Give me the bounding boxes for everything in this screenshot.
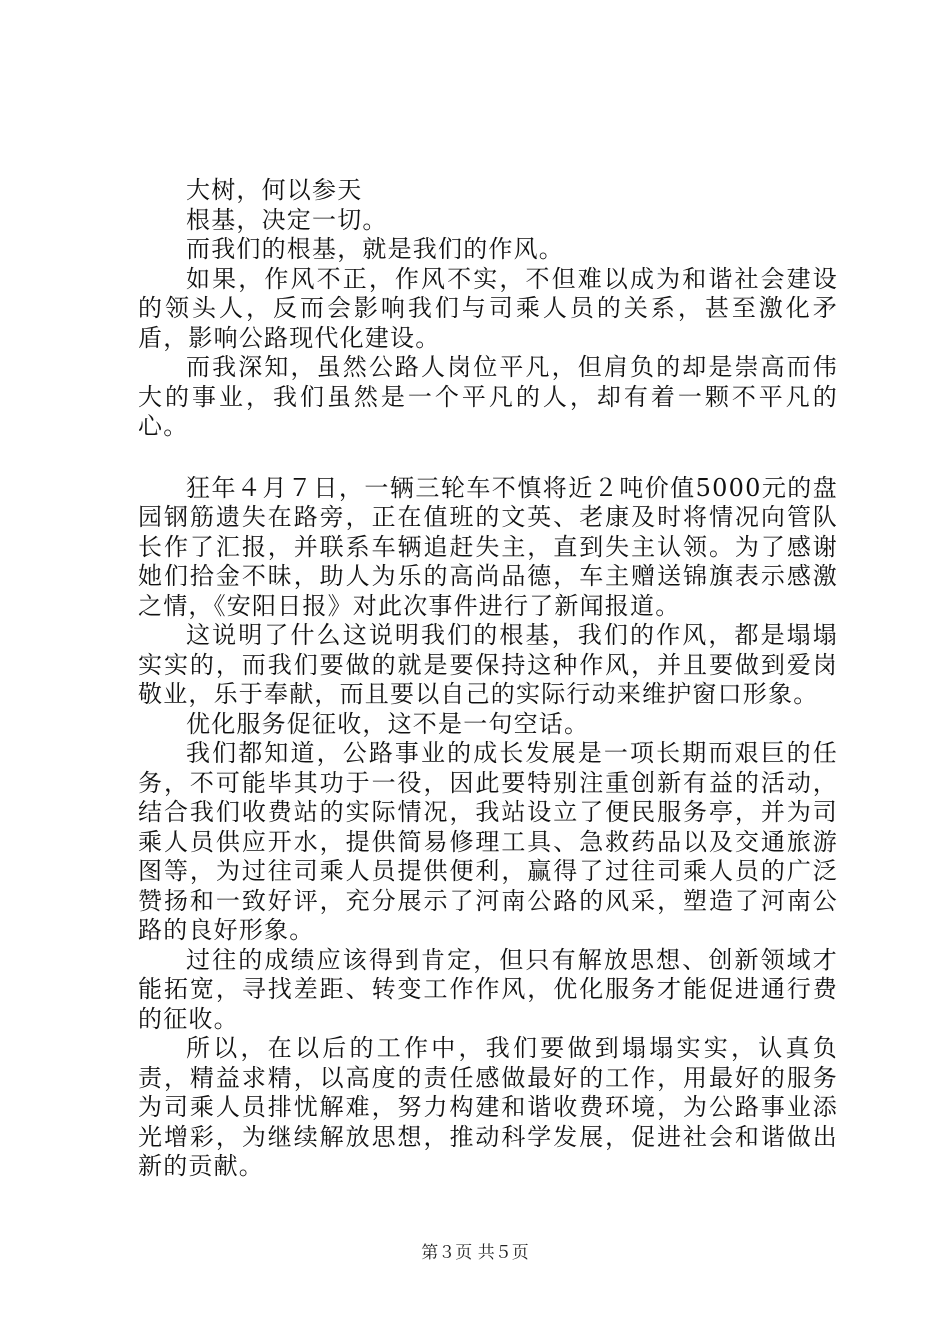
paragraph: 所以，在以后的工作中，我们要做到塌塌实实，认真负责，精益求精，以高度的责任感做最好的工作，用最好的服务为司乘人员排忧解难，努力构建和谐收费环境，为公路事业添光增彩，为继续解放思想，推动科学发展，促进社会和谐做出新的贡献。 [138, 1034, 838, 1180]
paragraph: 而我深知，虽然公路人岗位平凡，但肩负的却是崇高而伟大的事业，我们虽然是一个平凡的人，却有着一颗不平凡的心。 [138, 353, 838, 440]
document-body [138, 176, 838, 1182]
paragraph: 狂年４月７日，一辆三轮车不慎将近２吨价值5000元的盘园钢筋遗失在路旁，正在值班的文英、老康及时将情况向管队长作了汇报，并联系车辆追赶失主，直到失主认领。为了感谢她们拾金不昧，助人为乐的高尚品德，车主赠送锦旗表示感激之情，《安阳日报》对此次事件进行了新闻报道。 [138, 473, 838, 620]
paragraph: 根基，决定一切。 [186, 205, 388, 234]
paragraph: 我们都知道，公路事业的成长发展是一项长期而艰巨的任务，不可能毕其功于一役，因此要特别注重创新有益的活动，结合我们收费站的实际情况，我站设立了便民服务亭，并为司乘人员供应开水，提供简易修理工具、急救药品以及交通旅游图等，为过往司乘人员提供便利，赢得了过往司乘人员的广泛赞扬和一致好评，充分展示了河南公路的风采，塑造了河南公路的良好形象。 [138, 739, 838, 944]
paragraph: 这说明了什么这说明我们的根基，我们的作风，都是塌塌实实的，而我们要做的就是要保持这种作风，并且要做到爱岗敬业，乐于奉献，而且要以自己的实际行动来维护窗口形象。 [138, 621, 838, 708]
paragraph: 大树，何以参天 [186, 176, 363, 204]
paragraph: 优化服务促征收，这不是一句空话。 [186, 709, 590, 738]
paragraph: 而我们的根基，就是我们的作风。 [186, 235, 564, 263]
paragraph-gap [138, 442, 838, 474]
paragraph: 过往的成绩应该得到肯定，但只有解放思想、创新领域才能拓宽，寻找差距、转变工作作风，优化服务才能促进通行费的征收。 [138, 945, 838, 1033]
page-footer: 第３页 共５页 [421, 1243, 529, 1263]
paragraph: 如果，作风不正，作风不实，不但难以成为和谐社会建设的领头人，反而会影响我们与司乘人员的关系，甚至激化矛盾，影响公路现代化建设。 [138, 264, 838, 352]
